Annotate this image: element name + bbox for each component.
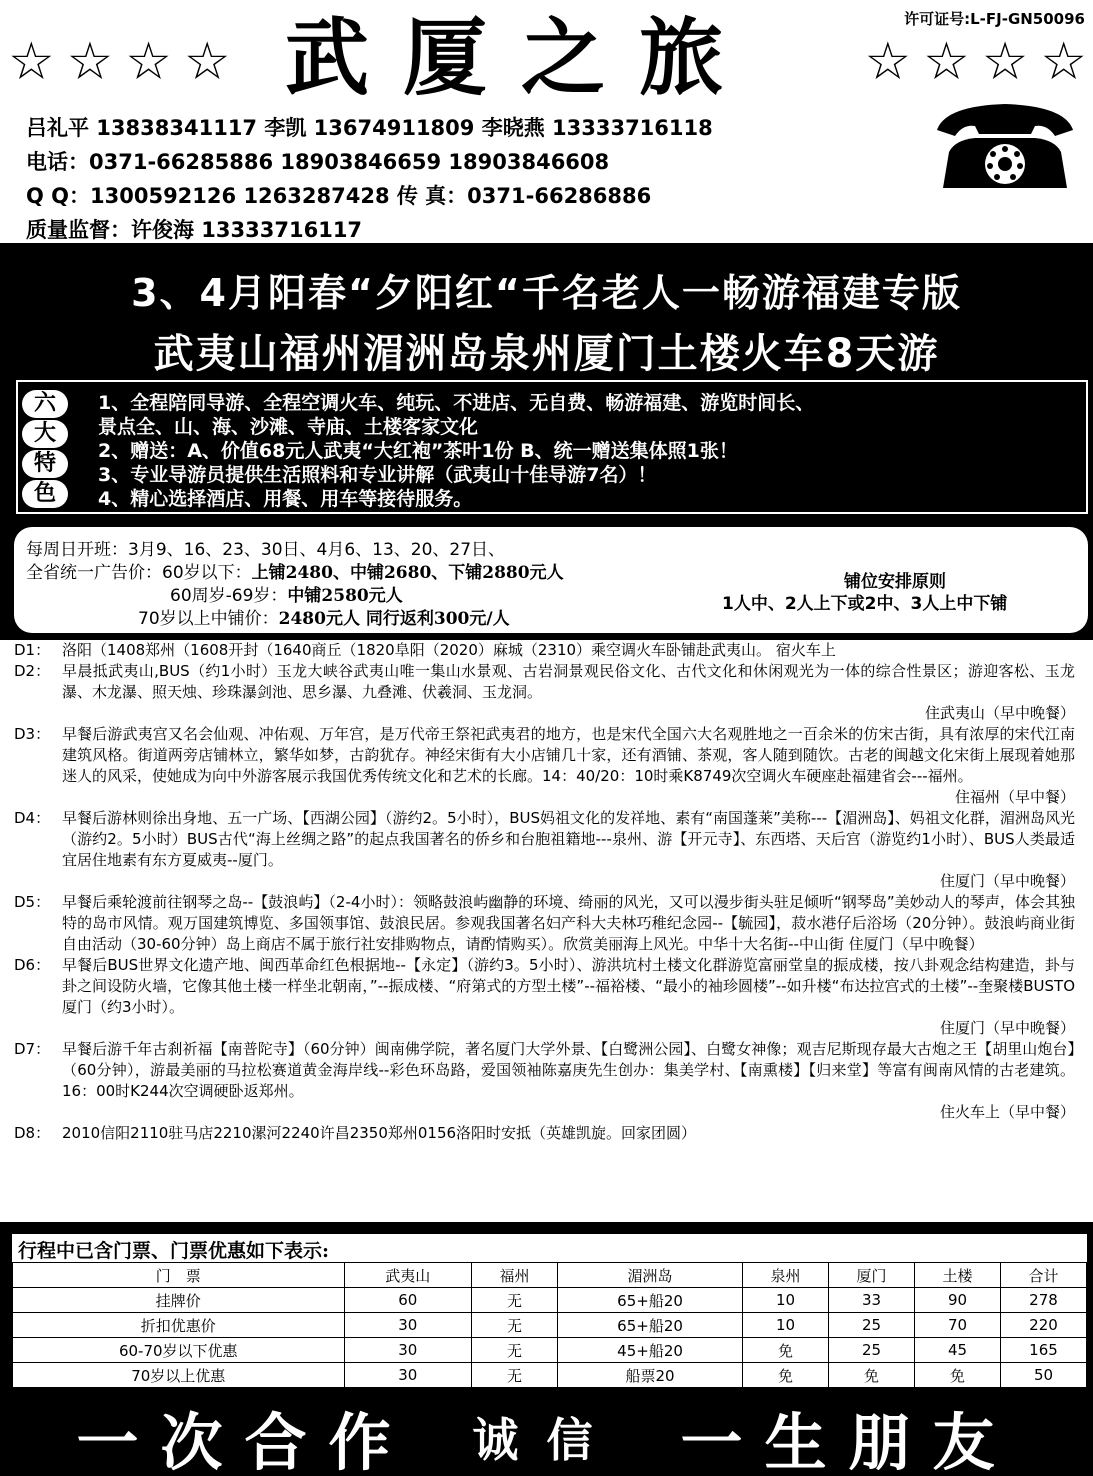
table-cell: 免 <box>915 1363 1001 1388</box>
age70-price-row <box>138 604 510 629</box>
ticket-title: 行程中已含门票、门票优惠如下表示: <box>18 1240 330 1262</box>
day-stay: 住福州（早中餐） <box>954 788 1075 806</box>
table-cell: 165 <box>1000 1338 1086 1363</box>
unified-price-value: 上铺2480、中铺2680、下铺2880元人 <box>251 563 564 583</box>
features-badge <box>22 390 72 508</box>
feature-line: 3、专业导游员提供生活照料和专业讲解（武夷山十佳导游7名）！ <box>98 464 657 486</box>
day-text: 洛阳（1408郑州（1608开封（1640商丘（1820阜阳（2020）麻城（2310）乘空调火车卧铺赴武夷山。 宿火车上 <box>62 641 836 659</box>
itinerary-day <box>14 955 1075 1039</box>
tour-title: 武夷山福州湄洲岛泉州厦门土楼火车8天游 <box>153 331 940 377</box>
badge-char: 特 <box>22 450 68 478</box>
table-cell: 折扣优惠价 <box>13 1313 345 1338</box>
age70-price-value: 2480元人 同行返利300元/人 <box>278 609 510 629</box>
day-text: 2010信阳2110驻马店2210漯河2240许昌2350郑州0156洛阳时安抵（英雄凯旋。回家团圆） <box>62 1124 697 1142</box>
itinerary-day <box>14 808 1075 892</box>
badge-char: 色 <box>22 480 68 508</box>
itinerary-day <box>14 1039 1075 1123</box>
star-row-left <box>8 32 231 92</box>
day-text: 早餐后游武夷宫又名会仙观、冲佑观、万年宫，是万代帝王祭祀武夷君的地方，也是宋代全国六大名观胜地之一百余米的仿宋古街，具有浓厚的宋代江南建筑风格。街道两旁店铺林立，繁华如梦，古韵犹存。神经宋街有大小店铺几十家，还有酒铺、茶观，客人随到随饮。古老的闽越文化宋街上展现着她那迷人的风采，使她成为向中外游客展示我国优秀传统文化和艺术的长廊。14：40/20：10时乘K8749次空调火车硬座赴福建省会---福州。 <box>62 725 1075 785</box>
feature-line: 4、精心选择酒店、用餐、用车等接待服务。 <box>98 488 473 510</box>
column-header: 门 票 <box>13 1263 345 1288</box>
table-cell: 45 <box>915 1338 1001 1363</box>
table-cell: 220 <box>1000 1313 1086 1338</box>
table-cell: 45+船20 <box>558 1338 743 1363</box>
column-header: 福州 <box>472 1263 558 1288</box>
column-header: 武夷山 <box>344 1263 472 1288</box>
table-row <box>13 1313 1087 1338</box>
day-label: D2： <box>14 662 51 680</box>
column-header: 泉州 <box>743 1263 829 1288</box>
table-cell: 无 <box>472 1338 558 1363</box>
table-cell: 60-70岁以下优惠 <box>13 1338 345 1363</box>
table-cell: 免 <box>829 1363 915 1388</box>
promo-title: 3、4月阳春“夕阳红“千名老人一畅游福建专版 <box>131 271 962 315</box>
column-header: 合计 <box>1000 1263 1086 1288</box>
table-cell: 30 <box>344 1363 472 1388</box>
table-cell: 50 <box>1000 1363 1086 1388</box>
table-cell: 278 <box>1000 1288 1086 1313</box>
schedule-text: 每周日开班：3月9、16、23、30日、4月6、13、20、27日、 <box>26 540 506 560</box>
day-label: D4： <box>14 809 51 827</box>
itinerary-day <box>14 640 1075 661</box>
table-cell: 60 <box>344 1288 472 1313</box>
column-header: 湄洲岛 <box>558 1263 743 1288</box>
table-cell: 无 <box>472 1363 558 1388</box>
itinerary-section <box>0 640 1093 1222</box>
telephone-icon <box>935 100 1075 190</box>
badge-char: 六 <box>22 390 68 418</box>
star-icon: ☆ <box>66 32 114 92</box>
table-cell: 免 <box>743 1338 829 1363</box>
star-icon: ☆ <box>8 32 55 92</box>
slogan-part: 诚信 <box>472 1413 621 1467</box>
slogan-part: 一生朋友 <box>680 1405 1017 1476</box>
star-icon: ☆ <box>183 32 231 92</box>
table-cell: 10 <box>743 1313 829 1338</box>
table-cell: 挂牌价 <box>13 1288 345 1313</box>
table-cell: 无 <box>472 1288 558 1313</box>
table-header-row <box>13 1263 1087 1288</box>
day-stay: 住火车上（早中餐） <box>939 1103 1075 1121</box>
feature-line: 2、赠送：A、价值68元人武夷“大红袍”茶叶1份 B、统一赠送集体照1张！ <box>98 440 738 462</box>
star-row-right <box>864 32 1088 92</box>
table-cell: 90 <box>915 1288 1001 1313</box>
table-row <box>13 1288 1087 1313</box>
day-text: 早餐后乘轮渡前往钢琴之岛--【鼓浪屿】（2-4小时）：领略鼓浪屿幽静的环境、绮丽的风光，又可以漫步街头驻足倾听“钢琴岛”美妙动人的琴声，体会其独特的岛市风情。观万国建筑博览、多国领事馆、鼓浪民居。参观我国著名妇产科大夫林巧稚纪念园--【毓园】，菽水港仔后浴场（20分钟）。鼓浪屿商业街自由活动（30-60分钟）岛上商店不属于旅行社安排购物点，请酌情购买）。欣赏美丽海上风光。中华十大名街--中山街 住厦门（早中晚餐） <box>62 893 1075 953</box>
license-number: 许可证号:L-FJ-GN50096 <box>904 10 1085 28</box>
age70-price-label: 70岁以上中铺价： <box>138 609 279 629</box>
berth-title: 铺位安排原则 <box>844 572 946 592</box>
ticket-section <box>12 1234 1087 1388</box>
table-cell: 无 <box>472 1313 558 1338</box>
header-section <box>0 0 1093 243</box>
star-icon: ☆ <box>923 32 970 92</box>
day-label: D6： <box>14 956 51 974</box>
column-header: 厦门 <box>829 1263 915 1288</box>
day-text: 早餐后游林则徐出身地、五一广场、【西湖公园】（游约2。5小时），BUS妈祖文化的发祥地、素有“南国蓬莱”美称---【湄洲岛】、妈祖文化群，湄洲岛风光（游约2。5小时）BUS古代“海上丝绸之路”的起点我国著名的侨乡和台胞祖籍地---泉州、游【开元寺】、东西塔、天后宫（游览约1小时）、BUS人类最适宜居住地素有东方夏威夷--厦门。 <box>62 809 1075 869</box>
contact-qq-fax: Q Q：1300592126 1263287428 传 真：0371-66286886 <box>26 184 652 208</box>
contact-supervisor: 质量监督：许俊海 13333716117 <box>26 218 363 242</box>
slogan-part: 一次合作 <box>76 1405 413 1476</box>
star-icon: ☆ <box>125 32 172 92</box>
table-cell: 70岁以上优惠 <box>13 1363 345 1388</box>
unified-price-label: 全省统一广告价：60岁以下： <box>26 563 252 583</box>
table-cell: 33 <box>829 1288 915 1313</box>
day-stay: 住厦门（早中晚餐） <box>939 872 1075 890</box>
table-cell: 25 <box>829 1338 915 1363</box>
contact-names: 吕礼平 13838341117 李凯 13674911809 李晓燕 13333716118 <box>26 116 713 140</box>
table-cell: 30 <box>344 1338 472 1363</box>
column-header: 土楼 <box>915 1263 1001 1288</box>
day-label: D8： <box>14 1124 51 1142</box>
features-box <box>16 380 1088 514</box>
unified-price-row <box>26 558 564 583</box>
day-label: D7： <box>14 1040 51 1058</box>
table-cell: 船票20 <box>558 1363 743 1388</box>
feature-line: 景点全、山、海、沙滩、寺庙、土楼客家文化 <box>98 416 479 438</box>
itinerary-day <box>14 892 1075 955</box>
table-cell: 70 <box>915 1313 1001 1338</box>
day-text: 早餐后BUS世界文化遗产地、闽西革命红色根据地--【永定】（游约3。5小时）、游洪坑村土楼文化群游览富丽堂皇的振成楼，按八卦观念结构建造，卦与卦之间设防火墙，它像其他土楼一样坐北朝南，”--振成楼、“府第式的方型土楼”--福裕楼、“最小的袖珍圆楼”--如升楼“布达拉宫式的土楼”--奎聚楼BUSTO厦门（约3小时）。 <box>62 956 1075 1016</box>
age60-price-value: 中铺2580元人 <box>287 586 403 606</box>
feature-line: 1、全程陪同导游、全程空调火车、纯玩、不进店、无自费、畅游福建、游览时间长、 <box>98 392 815 414</box>
footer-slogan <box>0 1398 1093 1476</box>
star-icon: ☆ <box>864 32 912 92</box>
day-label: D3： <box>14 725 51 743</box>
table-cell: 免 <box>743 1363 829 1388</box>
age60-price-label: 60周岁-69岁： <box>170 586 288 606</box>
day-text: 早餐后游千年古刹祈福【南普陀寺】（60分钟）闽南佛学院，著名厦门大学外景、【白鹭洲公园】、白鹭女神像；观吉尼斯现存最大古炮之王【胡里山炮台】（60分钟），游最美丽的马拉松赛道黄金海岸线--彩色环岛路，爱国领袖陈嘉庚先生创办：集美学村、【南熏楼】【归来堂】等富有闽南风情的古老建筑。16：00时K244次空调硬卧返郑州。 <box>62 1040 1075 1100</box>
day-text: 早晨抵武夷山,BUS（约1小时）玉龙大峡谷武夷山唯一集山水景观、古岩洞景观民俗文化、古代文化和休闲观光为一体的综合性景区；游迎客松、玉龙瀑、木龙瀑、照天烛、珍珠瀑剑池、思乡瀑、九叠滩、伏羲洞、玉龙洞。 <box>62 662 1075 701</box>
itinerary-day <box>14 724 1075 808</box>
age60-price-row <box>170 581 403 606</box>
ticket-table <box>12 1262 1087 1388</box>
day-stay: 住武夷山（早中晚餐） <box>924 704 1075 722</box>
table-cell: 65+船20 <box>558 1288 743 1313</box>
badge-char: 大 <box>22 420 68 448</box>
contact-phone: 电话：0371-66285886 18903846659 18903846608 <box>26 150 610 174</box>
star-icon: ☆ <box>981 32 1029 92</box>
itinerary-day <box>14 661 1075 724</box>
table-cell: 25 <box>829 1313 915 1338</box>
table-row <box>13 1338 1087 1363</box>
star-icon: ☆ <box>1040 32 1087 92</box>
berth-rule: 1人中、2人上下或2中、3人上中下铺 <box>722 594 1008 614</box>
table-cell: 30 <box>344 1313 472 1338</box>
day-label: D5： <box>14 893 51 911</box>
day-label: D1： <box>14 641 51 659</box>
itinerary-day <box>14 1123 1075 1144</box>
price-box <box>14 527 1088 633</box>
day-stay: 住厦门（早中晚餐） <box>939 1019 1075 1037</box>
table-cell: 10 <box>743 1288 829 1313</box>
table-row <box>13 1363 1087 1388</box>
table-cell: 65+船20 <box>558 1313 743 1338</box>
brand-title: 武厦之旅 <box>285 8 758 107</box>
